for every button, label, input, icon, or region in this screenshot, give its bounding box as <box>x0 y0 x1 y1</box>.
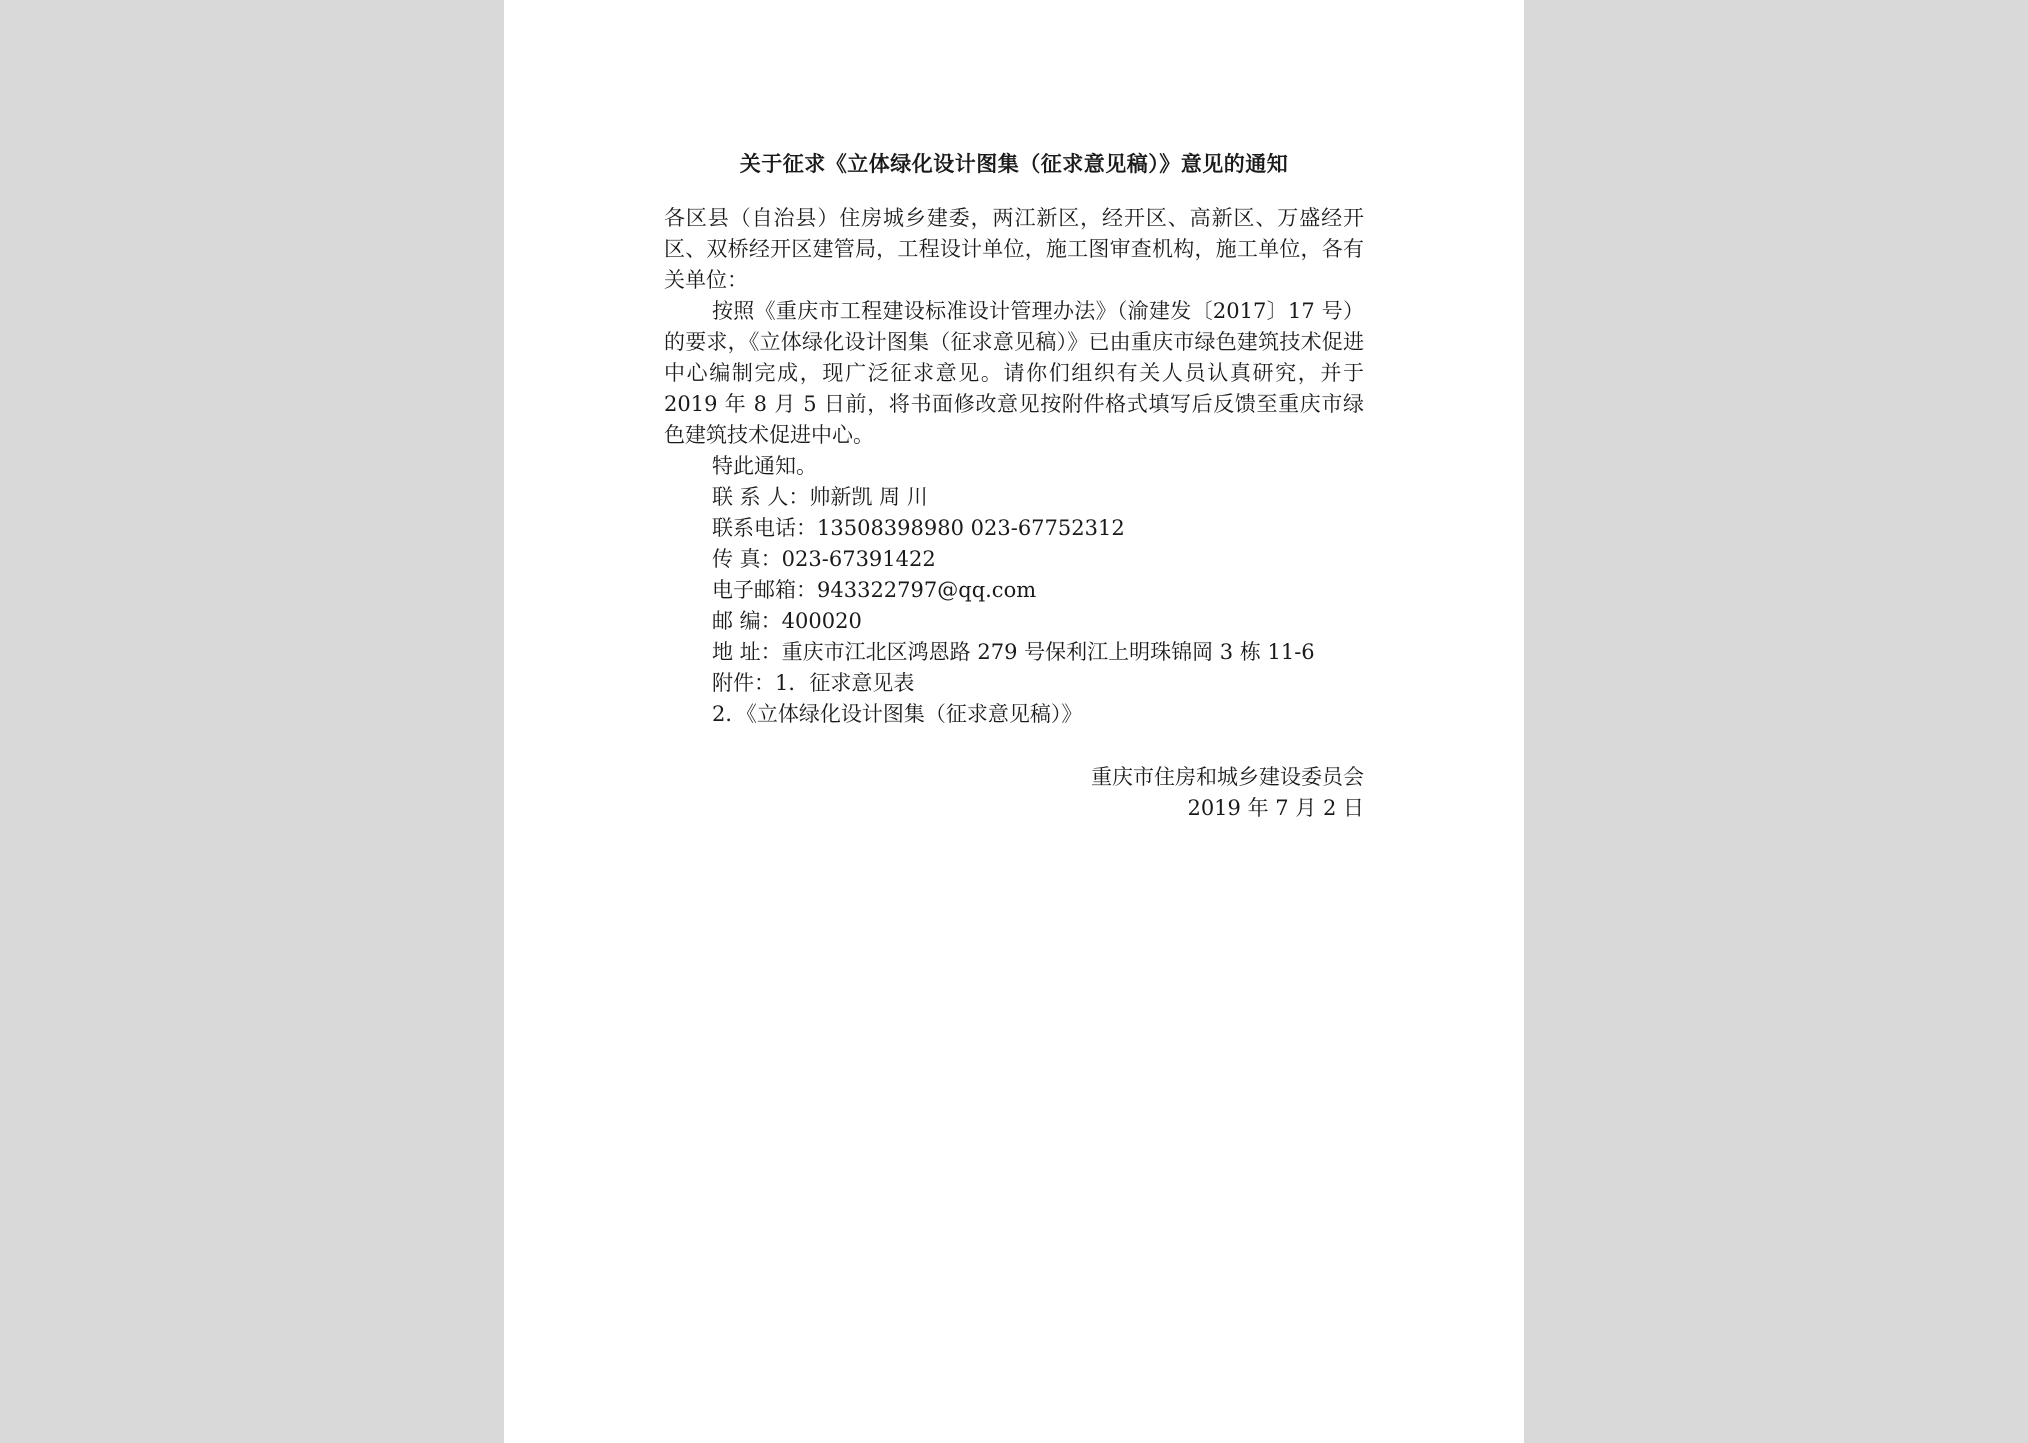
closing-text: 特此通知。 <box>712 454 817 478</box>
issue-date: 2019 年 7 月 2 日 <box>1187 796 1364 820</box>
contact-fax: 传 真：023-67391422 <box>712 547 936 571</box>
contact-person: 联 系 人：帅新凯 周 川 <box>712 485 928 509</box>
attachment-1: 附件：1．征求意见表 <box>712 671 915 695</box>
document-title: 关于征求《立体绿化设计图集（征求意见稿）》意见的通知 <box>739 151 1289 176</box>
contact-postcode: 邮 编：400020 <box>712 609 862 633</box>
signature-block <box>664 762 1364 824</box>
notice-document <box>664 148 1364 824</box>
contact-phone: 联系电话：13508398980 023-67752312 <box>712 516 1125 540</box>
body-paragraph: 按照《重庆市工程建设标准设计管理办法》（渝建发〔2017〕17 号）的要求，《立体绿化设计图集（征求意见稿）》已由重庆市绿色建筑技术促进中心编制完成，现广泛征求意见。请你们组织有关人员认真研究，并于 2019 年 8 月 5 日前，将书面修改意见按附件格式填写后反馈至重庆市绿色建筑技术促进中心。 <box>664 299 1364 447</box>
addressee: 各区县（自治县）住房城乡建委，两江新区，经开区、高新区、万盛经开区、双桥经开区建管局，工程设计单位，施工图审查机构，施工单位，各有关单位： <box>664 206 1364 292</box>
issuer-name: 重庆市住房和城乡建设委员会 <box>1091 765 1364 789</box>
document-page <box>504 0 1524 1443</box>
contact-address: 地 址：重庆市江北区鸿恩路 279 号保利江上明珠锦岡 3 栋 11-6 <box>712 640 1315 664</box>
attachment-2: 2．《立体绿化设计图集（征求意见稿）》 <box>712 702 1083 726</box>
contact-email: 电子邮箱：943322797@qq.com <box>712 578 1037 602</box>
